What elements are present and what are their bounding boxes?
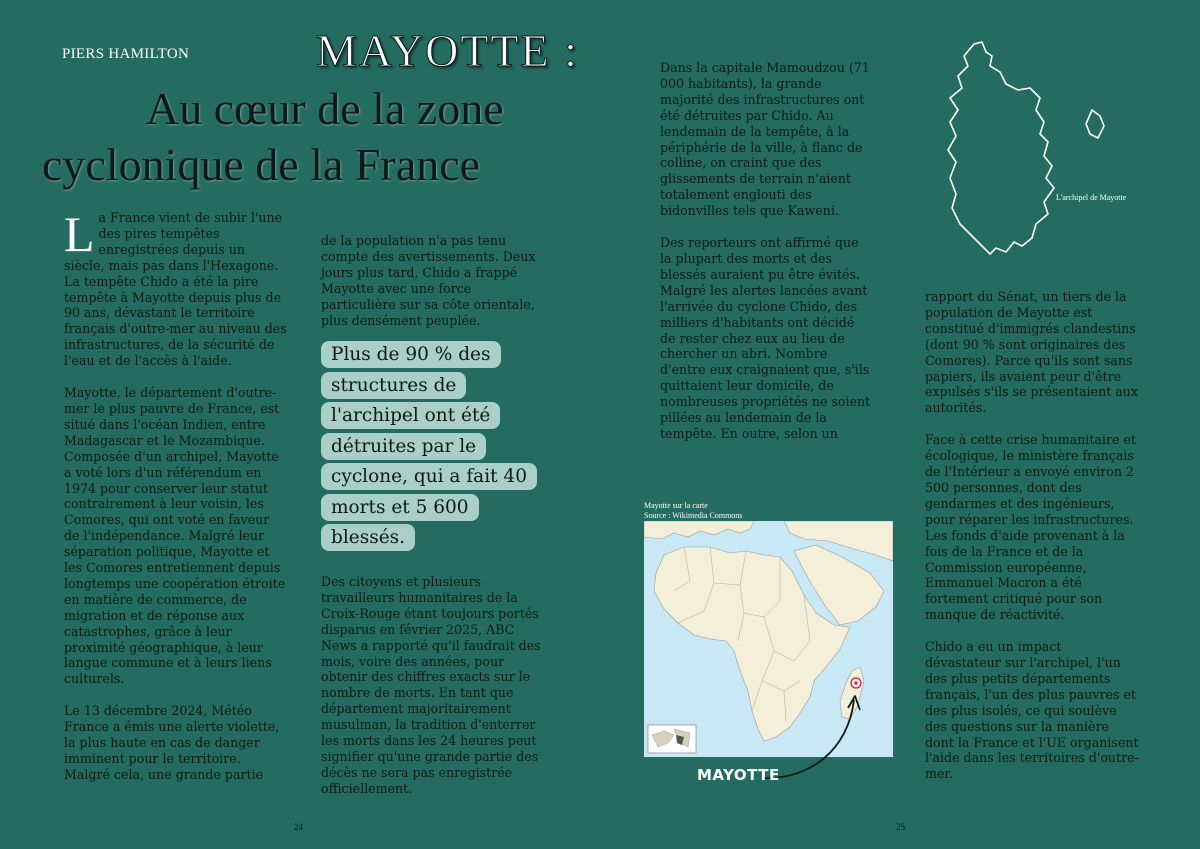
title-line-3: cyclonique de la France <box>42 139 481 190</box>
map-caption-line-1: Mayotte sur la carte <box>644 501 708 510</box>
column-3 <box>660 60 873 458</box>
title-line-1: MAYOTTE : <box>316 25 579 76</box>
column-2-top <box>321 233 543 344</box>
grande-terre-island <box>948 42 1054 254</box>
col2-paragraph-1: de la population n'a pas tenu compte des avertissements. Deux jours plus tard, Chido a frappé Mayotte avec une force particulière sur sa côte orientale, plus densément peuplée. <box>321 233 536 328</box>
europe-landmass <box>644 521 754 539</box>
archipelago-outline <box>940 38 1115 263</box>
col1-paragraph-2: Mayotte, le département d'outre-mer le plus pauvre de France, est situé dans l'océan Indien, entre Madagascar et le Mozambique. Composée d'un archipel, Mayotte a voté lors d'un référendum en 1974 pour conserver leur statut contrairement à leur voisin, les Comores, qui ont voté en faveur de l'indépendance. Malgré leur séparation politique, Mayotte et les Comores entretiennent depuis longtemps une coopération étroite en matière de commerce, de migration et de réponse aux catastrophes, grâce à leur proximité géographique, à leur langue commune et à leurs liens culturels. <box>64 385 286 687</box>
title-line-2: Au cœur de la zone <box>146 83 504 134</box>
petite-terre-island <box>1086 110 1104 138</box>
col2-paragraph-2: Des citoyens et plusieurs travailleurs humanitaires de la Croix-Rouge étant toujours portés disparus en février 2025, ABC News a rapporté qu'il faudrait des mois, voire des années, pour obtenir des chiffres exacts sur le nombre de morts. En tant que département majoritairement musulman, la tradition d'enterrer les morts dans les 24 heures peut signifier qu'une grande partie des décès ne sera pas enregistrée officiellement. <box>321 574 541 796</box>
column-2-bottom <box>321 574 543 813</box>
archipelago-caption: L'archipel de Mayotte <box>1056 193 1127 202</box>
mayotte-map-label: MAYOTTE <box>697 766 780 784</box>
pull-quote <box>321 340 543 554</box>
author-name: PIERS HAMILTON <box>62 46 190 62</box>
col1-paragraph-1: a France vient de subir l'une des pires tempêtes enregistrées depuis un siècle, mais pas dans l'Hexagone. La tempête Chido a été la pire tempête à Mayotte depuis plus de 90 ans, dévastant le territoire français d'outre-mer au niveau des infrastructures, de la sécurité de l'eau et de l'accès à l'aide. <box>64 210 287 369</box>
page-number-left: 24 <box>294 822 303 832</box>
column-4 <box>925 289 1139 798</box>
column-1 <box>64 206 287 799</box>
drop-cap: L <box>64 206 95 262</box>
col3-paragraph-1: Dans la capitale Mamoudzou (71 000 habitants), la grande majorité des infrastructures ont été détruites par Chido. Au lendemain de la tempête, à la périphérie de la ville, à flanc de colline, on craint que des glissements de terrain n'aient totalement englouti des bidonvilles tels que Kaweni. <box>660 60 870 219</box>
col4-paragraph-2: Face à cette crise humanitaire et écologique, le ministère français de l'Intérieur a envoyé environ 2 500 personnes, dont des gendarmes et des ingénieurs, pour réparer les infrastructures. Les fonds d'aide provenant à la fois de la France et de la Commission européenne, Emmanuel Macron a été fortement critiqué pour son manque de réactivité. <box>925 432 1136 623</box>
page-number-right: 25 <box>896 822 905 832</box>
col4-paragraph-3: Chido a eu un impact dévastateur sur l'archipel, l'un des plus petits départements français, l'un des plus pauvres et des plus isolés, ce qui soulève des questions sur la manière dont la France et l'UE organisent l'aide dans les territoires d'outre-mer. <box>925 639 1139 782</box>
col4-paragraph-1: rapport du Sénat, un tiers de la population de Mayotte est constitué d'immigrés clandestins (dont 90 % sont originaires des Comores). Parce qu'ils sont sans papiers, ils avaient peur d'être expulsés s'ils se présentaient aux autorités. <box>925 289 1139 416</box>
map-caption-line-2: Source : Wikimedia Commons <box>644 511 743 520</box>
col1-paragraph-3: Le 13 décembre 2024, Météo France a émis une alerte violette, la plus haute en cas de danger imminent pour le territoire. Malgré cela, une grande partie <box>64 703 280 782</box>
pull-quote-text: Plus de 90 % des structures de l'archipel ont été détruites par le cyclone, qui a fait 40 morts et 5 600 blessés. <box>321 341 537 551</box>
col3-paragraph-2: Des reporteurs ont affirmé que la plupart des morts et des blessés auraient pu être évités. Malgré les alertes lancées avant l'arrivée du cyclone Chido, des milliers d'habitants ont décidé de rester chez eux au lieu de chercher un abri. Nombre d'entre eux craignaient que, s'ils quittaient leur domicile, de nombreuses propriétés ne soient pillées au lendemain de la tempête. En outre, selon un <box>660 235 871 441</box>
